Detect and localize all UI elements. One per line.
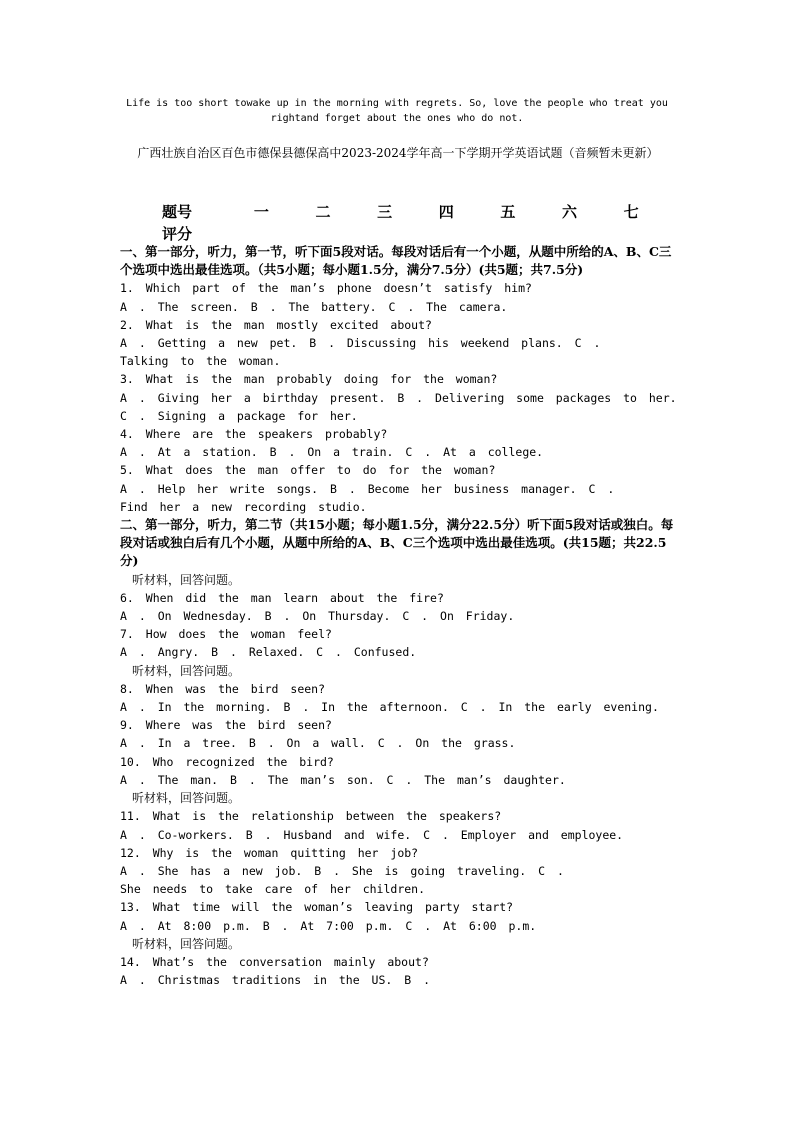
score-row-label: 评分 — [162, 224, 193, 243]
question-content — [120, 243, 676, 989]
question-line: 5. What does the man offer to do for the woman? — [120, 463, 496, 478]
question-line: C . Signing a package for her. — [120, 408, 358, 423]
listening-instruction: 听材料，回答问题。 — [132, 936, 241, 951]
score-header-cell: 四 — [438, 202, 454, 221]
question-line: 10. Who recognized the bird? — [120, 754, 334, 769]
question-line: A . At 8:00 p.m. B . At 7:00 p.m. C . At 6:00 p.m. — [120, 918, 537, 933]
question-line: Find her a new recording studio. — [120, 499, 367, 514]
question-line: A . Help her write songs. B . Become her business manager. C . — [120, 481, 615, 496]
question-line: A . Giving her a birthday present. B . Delivering some packages to her. — [120, 390, 677, 405]
question-line: A . On Wednesday. B . On Thursday. C . On Friday. — [120, 609, 515, 624]
score-header-cell: 二 — [315, 202, 331, 221]
score-header-cell: 六 — [562, 202, 578, 221]
question-line: 1. Which part of the man’s phone doesn’t satisfy him? — [120, 281, 532, 296]
question-line: 9. Where was the bird seen? — [120, 718, 332, 733]
listening-instruction: 听材料，回答问题。 — [132, 663, 241, 678]
question-line: 7. How does the woman feel? — [120, 627, 332, 642]
question-line: 2. What is the man mostly excited about? — [120, 317, 432, 332]
question-line: 12. Why is the woman quitting her job? — [120, 845, 419, 860]
score-header-cell: 五 — [500, 202, 516, 221]
question-line: 13. What time will the woman’s leaving party start? — [120, 900, 514, 915]
score-header-cell: 三 — [377, 202, 393, 221]
question-line: 8. When was the bird seen? — [120, 681, 326, 696]
listening-instruction: 听材料，回答问题。 — [132, 791, 241, 806]
question-line: Talking to the woman. — [120, 354, 281, 369]
score-table — [162, 200, 662, 244]
question-line: A . The man. B . The man’s son. C . The man’s daughter. — [120, 772, 566, 787]
score-header-cell: 一 — [253, 202, 269, 221]
score-header-cell: 七 — [623, 202, 639, 221]
question-line: 14. What’s the conversation mainly about? — [120, 954, 429, 969]
question-line: 6. When did the man learn about the fire? — [120, 590, 444, 605]
question-line: A . She has a new job. B . She is going traveling. C . — [120, 863, 564, 878]
score-header-cell: 题号 — [162, 202, 193, 221]
score-table-score-row — [162, 222, 662, 244]
question-line: A . At a station. B . On a train. C . At a college. — [120, 445, 544, 460]
question-line: A . Co-workers. B . Husband and wife. C . Employer and employee. — [120, 827, 624, 842]
section-heading: 二、第一部分，听力，第二节（共15小题；每小题1.5分，满分22.5分）听下面5段对话或独白。每段对话或独白后有几个小题，从题中所给的A、B、C三个选项中选出最佳选项。(共15题；共22.5分) — [120, 517, 674, 569]
score-table-header-row — [162, 200, 662, 222]
question-line: A . Christmas traditions in the US. B . — [120, 973, 431, 988]
exam-title: 广西壮族自治区百色市德保县德保高中2023-2024学年高一下学期开学英语试题（音频暂未更新） — [137, 146, 659, 160]
question-line: 4. Where are the speakers probably? — [120, 427, 388, 442]
question-line: 11. What is the relationship between the speakers? — [120, 809, 502, 824]
motto-text: Life is too short towake up in the morning with regrets. So, love the people who treat you rightand forget about the ones who do not. — [126, 98, 668, 124]
question-line: A . Angry. B . Relaxed. C . Confused. — [120, 645, 417, 660]
question-line: A . Getting a new pet. B . Discussing his weekend plans. C . — [120, 336, 601, 351]
question-line: A . In the morning. B . In the afternoon. C . In the early evening. — [120, 700, 659, 715]
question-line: A . The screen. B . The battery. C . The camera. — [120, 299, 508, 314]
section-heading: 一、第一部分，听力，第一节，听下面5段对话。每段对话后有一个小题，从题中所给的A、B、C三个选项中选出最佳选项。（共5小题；每小题1.5分，满分7.5分）(共5题；共7.5分) — [120, 244, 672, 278]
listening-instruction: 听材料，回答问题。 — [132, 572, 241, 587]
question-line: A . In a tree. B . On a wall. C . On the grass. — [120, 736, 516, 751]
question-line: 3. What is the man probably doing for the woman? — [120, 372, 498, 387]
question-line: She needs to take care of her children. — [120, 882, 426, 897]
